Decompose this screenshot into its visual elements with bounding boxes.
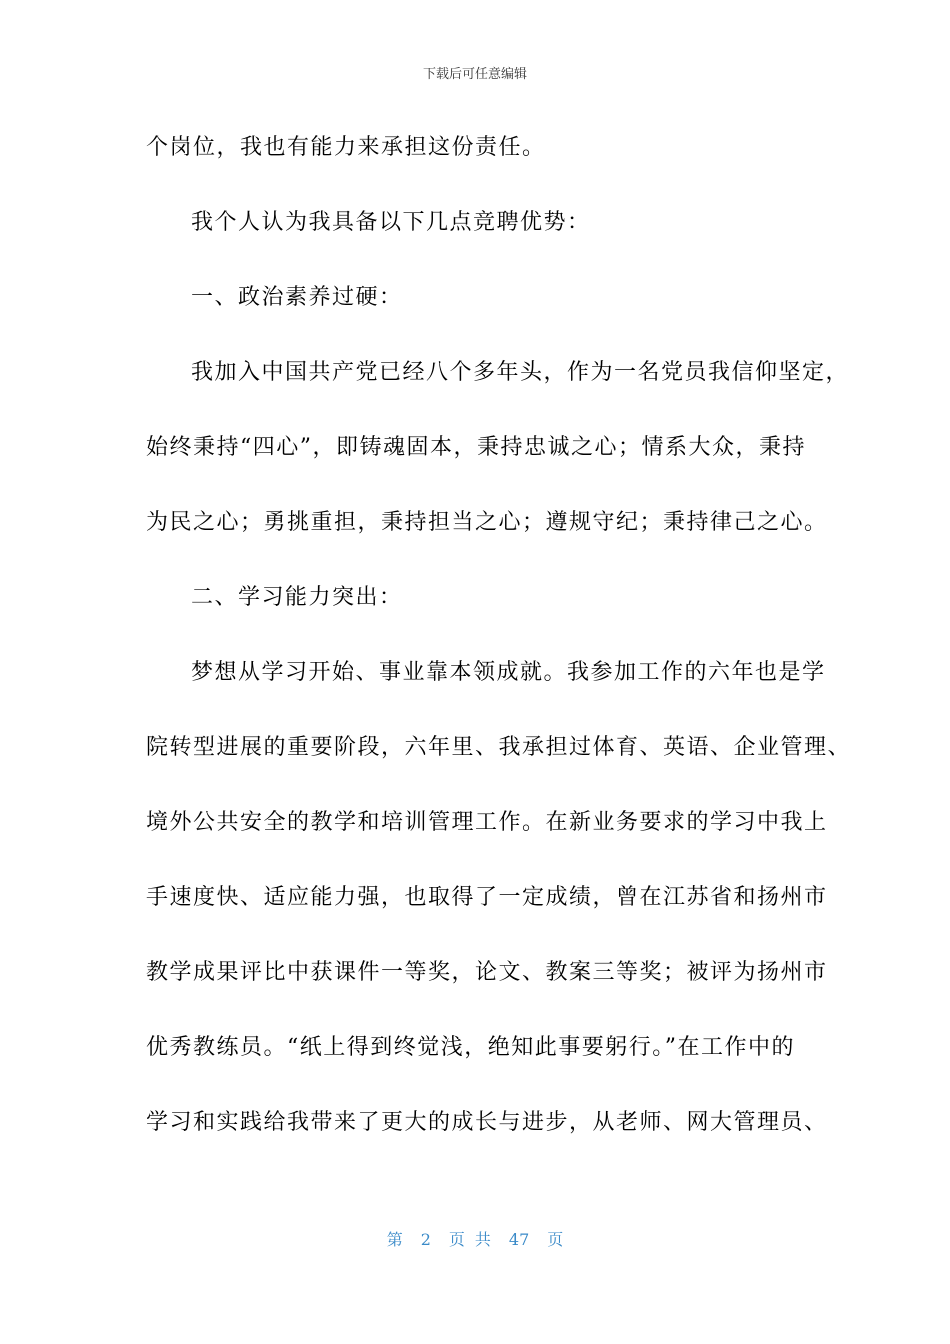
- body-line: 境外公共安全的教学和培训管理工作。在新业务要求的学习中我上: [146, 810, 828, 835]
- body-line: 我个人认为我具备以下几点竞聘优势：: [191, 210, 591, 235]
- body-line: 学习和实践给我带来了更大的成长与进步，从老师、网大管理员、: [146, 1110, 828, 1135]
- section-heading: 一、政治素养过硬：: [191, 285, 403, 310]
- section-heading: 二、学习能力突出：: [191, 585, 403, 610]
- body-line: 院转型进展的重要阶段，六年里、我承担过体育、英语、企业管理、: [146, 735, 852, 760]
- page-footer: [0, 1230, 950, 1250]
- body-line: 优秀教练员。“纸上得到终觉浅，绝知此事要躬行。”在工作中的: [146, 1035, 795, 1060]
- document-body: [146, 130, 852, 1180]
- body-line: 为民之心；勇挑重担，秉持担当之心；遵规守纪；秉持律己之心。: [146, 510, 828, 535]
- body-line: 我加入中国共产党已经八个多年头，作为一名党员我信仰坚定，: [191, 360, 850, 385]
- body-line: 梦想从学习开始、事业靠本领成就。我参加工作的六年也是学: [191, 660, 826, 685]
- page-header: 下载后可任意编辑: [422, 67, 527, 82]
- body-line: 教学成果评比中获课件一等奖，论文、教案三等奖；被评为扬州市: [146, 960, 828, 985]
- body-line: 手速度快、适应能力强，也取得了一定成绩，曾在江苏省和扬州市: [146, 885, 828, 910]
- footer-prefix: 第: [386, 1230, 403, 1249]
- footer-suffix: 页: [547, 1230, 564, 1249]
- footer-current-page: 2: [420, 1230, 431, 1249]
- footer-total-pages: 47: [508, 1230, 530, 1249]
- body-line: 个岗位，我也有能力来承担这份责任。: [146, 135, 546, 160]
- body-line: 始终秉持“四心”，即铸魂固本，秉持忠诚之心；情系大众，秉持: [146, 435, 806, 460]
- footer-middle: 页共: [448, 1230, 501, 1249]
